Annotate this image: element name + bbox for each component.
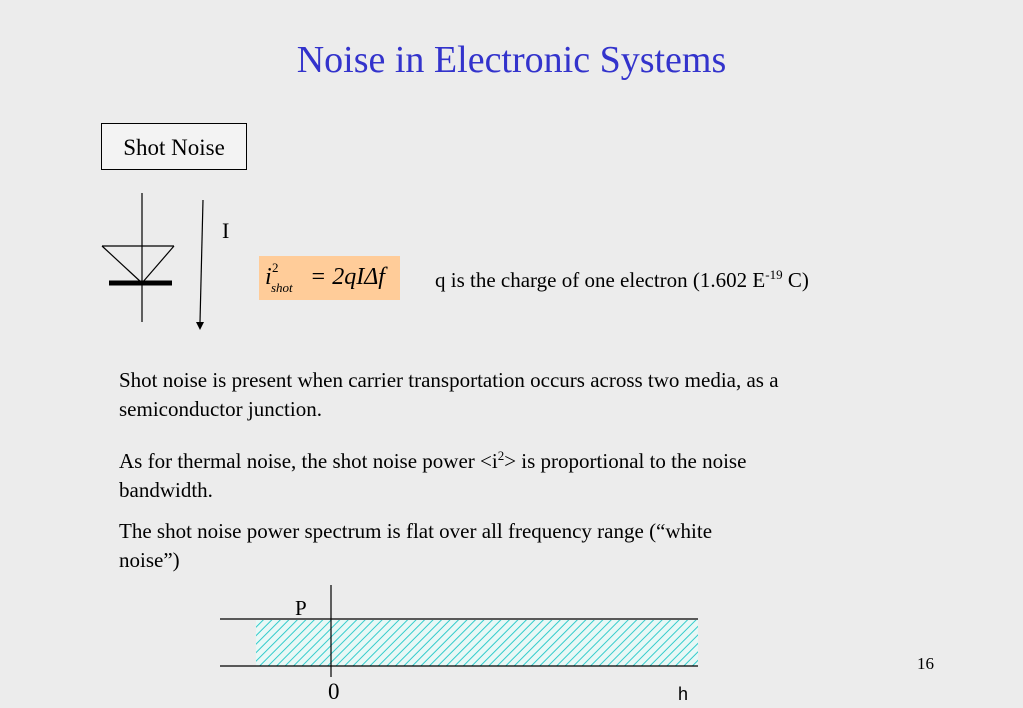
spectrum-x-label: h (678, 684, 689, 704)
shot-noise-label-box: Shot Noise (101, 123, 247, 170)
paragraph-white-noise: The shot noise power spectrum is flat over all frequency range (“white noise”) (119, 519, 713, 572)
formula-superscript: 2 (272, 260, 279, 275)
spectrum-band (256, 620, 698, 666)
current-arrow-icon (196, 200, 204, 330)
spectrum-y-label: P (295, 596, 307, 620)
diode-symbol (102, 193, 174, 322)
spectrum-plot (220, 585, 698, 677)
shot-noise-formula (259, 256, 400, 300)
paragraph-bandwidth (119, 447, 799, 505)
formula-variable: i (265, 264, 272, 290)
current-label: I (222, 218, 230, 243)
spectrum-origin-label: 0 (328, 679, 340, 704)
charge-note-text: q is the charge of one electron (1.602 E (435, 268, 766, 292)
slide-title: Noise in Electronic Systems (296, 39, 727, 81)
paragraph-bandwidth-text: As for thermal noise, the shot noise power <i (119, 449, 498, 473)
page-number: 16 (917, 654, 934, 673)
paragraph-junction: Shot noise is present when carrier transportation occurs across two media, as a semiconductor junction. (119, 368, 779, 421)
formula-rhs: = 2qIΔf (310, 264, 385, 290)
formula-subscript: shot (271, 280, 293, 295)
paragraph-bandwidth-superscript: 2 (497, 448, 505, 463)
paragraph-bandwidth-rest: > is proportional to the noise bandwidth. (119, 449, 747, 502)
charge-note-unit: C) (782, 268, 809, 292)
charge-note-exponent: -19 (765, 267, 783, 282)
charge-note (435, 267, 809, 293)
